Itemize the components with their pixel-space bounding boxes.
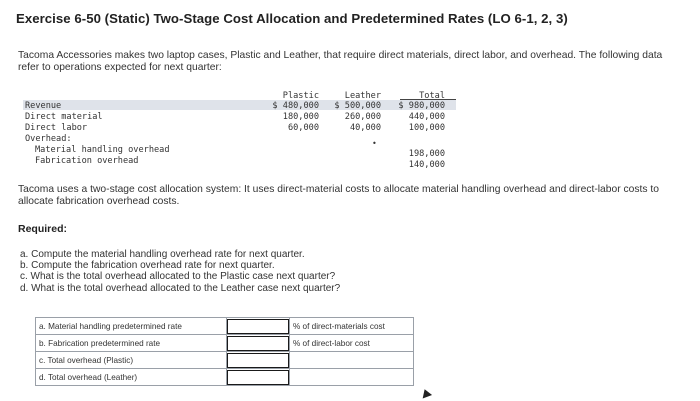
row-label-material-handling: Material handling overhead	[35, 145, 170, 155]
revenue-leather: $ 500,000	[334, 101, 381, 111]
row-label-direct-labor: Direct labor	[25, 123, 88, 133]
answer-row	[36, 352, 414, 369]
material-handling-rate-input[interactable]	[227, 319, 289, 334]
question-c: c. What is the total overhead allocated to the Plastic case next quarter?	[20, 271, 336, 283]
answer-label-b: b. Fabrication predetermined rate	[36, 335, 227, 352]
direct-material-total: 440,000	[408, 112, 445, 122]
answer-unit-a: % of direct-materials cost	[290, 318, 414, 335]
answer-cell-b	[227, 335, 290, 352]
direct-material-plastic: 180,000	[282, 112, 319, 122]
header-leather: Leather	[344, 91, 381, 101]
revenue-plastic: $ 480,000	[272, 101, 319, 111]
answer-label-c: c. Total overhead (Plastic)	[36, 352, 227, 369]
direct-material-leather: 260,000	[344, 112, 381, 122]
answer-row	[36, 369, 414, 386]
mouse-cursor-icon	[420, 388, 432, 399]
fabrication-rate-input[interactable]	[227, 336, 289, 351]
required-heading: Required:	[18, 223, 68, 235]
direct-labor-plastic: 60,000	[287, 123, 319, 133]
header-total: Total	[419, 91, 445, 101]
revenue-total: $ 980,000	[398, 101, 445, 111]
answer-table	[35, 317, 414, 386]
row-label-overhead: Overhead:	[25, 134, 72, 144]
question-b: b. Compute the fabrication overhead rate for next quarter.	[20, 260, 275, 272]
header-plastic: Plastic	[282, 91, 319, 101]
answer-unit-d	[290, 369, 414, 386]
answer-cell-c	[227, 352, 290, 369]
plastic-overhead-input[interactable]	[227, 353, 289, 368]
answer-unit-b: % of direct-labor cost	[290, 335, 414, 352]
answer-label-a: a. Material handling predetermined rate	[36, 318, 227, 335]
answer-label-d: d. Total overhead (Leather)	[36, 369, 227, 386]
row-label-fabrication: Fabrication overhead	[35, 156, 139, 166]
answer-cell-a	[227, 318, 290, 335]
leather-overhead-input[interactable]	[227, 370, 289, 385]
row-label-direct-material: Direct material	[25, 112, 103, 122]
allocation-system-paragraph: Tacoma uses a two-stage cost allocation system: It uses direct-material costs to allocate material handling overhead and direct-labor costs to allocate fabrication overhead costs.	[18, 184, 660, 207]
question-d: d. What is the total overhead allocated to the Leather case next quarter?	[20, 282, 341, 294]
answer-row	[36, 335, 414, 352]
question-list	[20, 249, 340, 294]
direct-labor-total: 100,000	[408, 123, 445, 133]
cost-data-table	[23, 91, 456, 173]
direct-labor-leather: 40,000	[349, 123, 381, 133]
fabrication-total: 140,000	[408, 160, 445, 170]
exercise-title: Exercise 6-50 (Static) Two-Stage Cost Allocation and Predetermined Rates (LO 6-1, 2, 3)	[16, 11, 568, 26]
answer-cell-d	[227, 369, 290, 386]
intro-paragraph: Tacoma Accessories makes two laptop cases, Plastic and Leather, that require direct materials, direct labor, and overhead. The following data refer to operations expected for next quarter:	[18, 50, 663, 73]
answer-row	[36, 318, 414, 335]
stray-dot-mark: •	[372, 139, 377, 148]
material-handling-total: 198,000	[408, 149, 445, 159]
row-label-revenue: Revenue	[25, 101, 62, 111]
answer-unit-c	[290, 352, 414, 369]
question-a: a. Compute the material handling overhead rate for next quarter.	[20, 249, 305, 260]
